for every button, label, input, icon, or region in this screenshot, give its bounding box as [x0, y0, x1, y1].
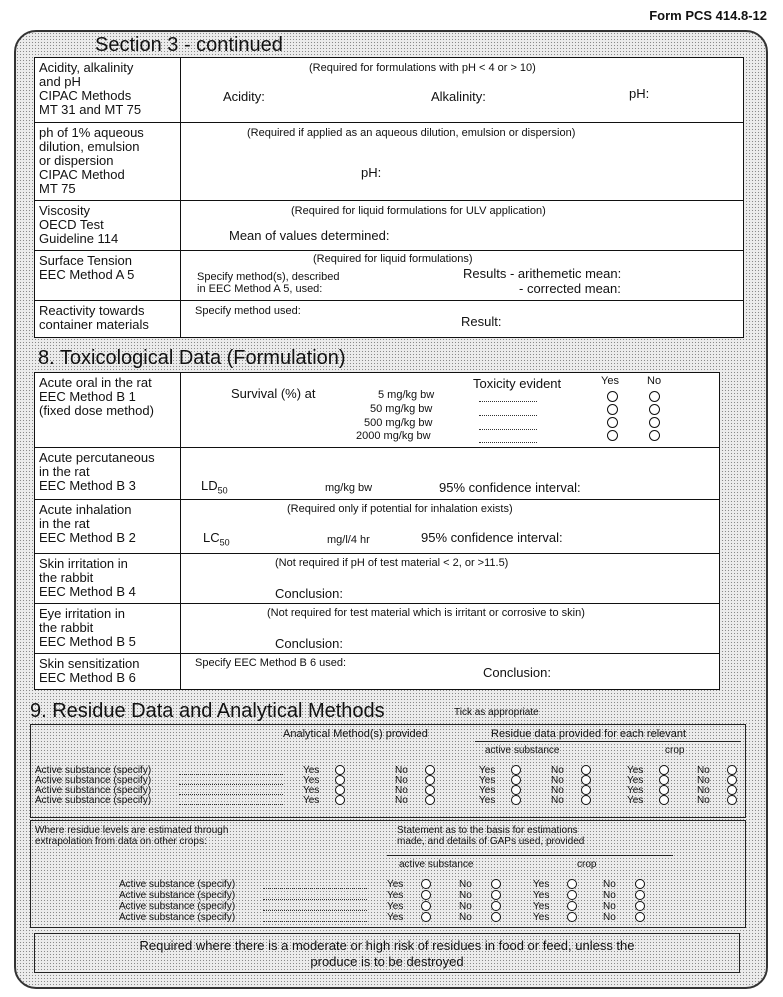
active-substance-input[interactable]	[179, 804, 283, 805]
skin-sensitization-conclusion[interactable]: Conclusion:	[483, 665, 551, 680]
skin-sensitization-label	[35, 654, 181, 690]
inhalation-ci[interactable]: 95% confidence interval:	[421, 530, 563, 545]
no-label: No	[697, 795, 710, 806]
no-label: No	[551, 775, 564, 786]
ph-aqueous-field[interactable]: pH:	[361, 165, 382, 180]
skin-sensitization-row	[35, 653, 719, 690]
label-line: MT 75	[39, 181, 76, 196]
alkalinity-field[interactable]: Alkalinity:	[431, 89, 486, 104]
active-substance-input[interactable]	[179, 794, 283, 795]
label-line: EEC Method B 1	[39, 389, 136, 404]
yes-radio[interactable]	[659, 765, 669, 775]
extrap-active-header: active substance	[399, 859, 474, 870]
ld-text: LD	[201, 478, 218, 493]
no-radio[interactable]	[649, 417, 660, 428]
dose-50-input[interactable]	[479, 415, 537, 416]
yes-label: Yes	[533, 890, 550, 901]
statement-rule	[387, 855, 673, 856]
eye-irritation-requirement: (Not required for test material which is irritant or corrosive to skin)	[267, 607, 585, 619]
yes-label: Yes	[533, 901, 550, 912]
yes-radio[interactable]	[421, 901, 431, 911]
active-substance-input[interactable]	[263, 910, 367, 911]
yes-radio[interactable]	[335, 795, 345, 805]
survival-label: Survival (%) at	[231, 386, 316, 401]
ph-aqueous-label	[35, 123, 181, 201]
reactivity-label	[35, 301, 181, 338]
yes-radio[interactable]	[335, 775, 345, 785]
yes-radio[interactable]	[567, 879, 577, 889]
no-radio[interactable]	[635, 912, 645, 922]
label-line: Acidity, alkalinity	[39, 60, 134, 75]
dose-5-input[interactable]	[479, 401, 537, 402]
yes-radio[interactable]	[607, 391, 618, 402]
no-radio[interactable]	[649, 391, 660, 402]
acute-inhalation-row	[35, 499, 719, 554]
label-line: EEC Method B 6	[39, 670, 136, 685]
yes-radio[interactable]	[659, 795, 669, 805]
eye-irritation-row	[35, 603, 719, 654]
text-line: Statement as to the basis for estimations	[397, 825, 578, 836]
percutaneous-ci[interactable]: 95% confidence interval:	[439, 480, 581, 495]
label-line: ph of 1% aqueous	[39, 125, 144, 140]
reactivity-row	[35, 300, 743, 338]
no-radio[interactable]	[581, 795, 591, 805]
lc-text: LC	[203, 530, 220, 545]
surface-tension-label	[35, 251, 181, 301]
label-line: EEC Method B 2	[39, 530, 136, 545]
no-radio[interactable]	[649, 430, 660, 441]
no-radio[interactable]	[425, 795, 435, 805]
label-line: MT 31 and MT 75	[39, 102, 142, 117]
yes-radio[interactable]	[511, 785, 521, 795]
yes-header: Yes	[601, 375, 619, 387]
no-radio[interactable]	[491, 879, 501, 889]
label-line: OECD Test	[39, 217, 104, 232]
active-substance-input[interactable]	[263, 888, 367, 889]
no-label: No	[697, 765, 710, 776]
active-substance-input[interactable]	[179, 774, 283, 775]
eye-irritation-label	[35, 604, 181, 654]
yes-label: Yes	[533, 912, 550, 923]
acute-inhalation-label	[35, 500, 181, 554]
skin-irritation-row	[35, 553, 719, 604]
analytical-header: Analytical Method(s) provided	[283, 728, 428, 740]
ph-aqueous-requirement: (Required if applied as an aqueous dilution, emulsion or dispersion)	[247, 127, 576, 139]
yes-label: Yes	[387, 879, 404, 890]
text-line: extrapolation from data on other crops:	[35, 836, 207, 847]
label-line: in the rat	[39, 464, 90, 479]
footer-line: produce is to be destroyed	[310, 954, 464, 969]
reactivity-result[interactable]: Result:	[461, 314, 502, 329]
label-line: Skin sensitization	[39, 656, 140, 671]
no-radio[interactable]	[425, 785, 435, 795]
no-radio[interactable]	[425, 765, 435, 775]
yes-label: Yes	[627, 795, 644, 806]
yes-radio[interactable]	[511, 795, 521, 805]
label-line: Surface Tension	[39, 253, 132, 268]
ld-sub: 50	[217, 485, 228, 496]
no-radio[interactable]	[581, 765, 591, 775]
yes-label: Yes	[479, 775, 496, 786]
yes-radio[interactable]	[607, 404, 618, 415]
no-label: No	[551, 765, 564, 776]
dose-500: 500 mg/kg bw	[364, 417, 433, 429]
label-line: EEC Method B 3	[39, 478, 136, 493]
no-label: No	[459, 890, 472, 901]
yes-label: Yes	[303, 775, 320, 786]
active-substance-label: Active substance (specify)	[119, 912, 236, 923]
acidity-field[interactable]: Acidity:	[223, 89, 265, 104]
section8-table	[34, 372, 720, 690]
acidity-requirement: (Required for formulations with pH < 4 or > 10)	[309, 62, 536, 74]
yes-label: Yes	[303, 765, 320, 776]
yes-radio[interactable]	[511, 775, 521, 785]
label-line: CIPAC Methods	[39, 88, 132, 103]
yes-label: Yes	[627, 765, 644, 776]
label-line: or dispersion	[39, 153, 114, 168]
yes-radio[interactable]	[335, 785, 345, 795]
yes-label: Yes	[479, 795, 496, 806]
acidity-row	[35, 58, 743, 122]
yes-label: Yes	[479, 785, 496, 796]
no-radio[interactable]	[727, 765, 737, 775]
dose-50: 50 mg/kg bw	[370, 403, 433, 415]
label-line: dilution, emulsion	[39, 139, 140, 154]
skin-irritation-label	[35, 554, 181, 604]
no-radio[interactable]	[727, 785, 737, 795]
no-label: No	[395, 775, 408, 786]
residue-header: Residue data provided for each relevant	[491, 728, 687, 740]
label-line: container materials	[39, 317, 149, 332]
residue-grid	[30, 724, 746, 818]
active-substance-label: Active substance (specify)	[35, 785, 152, 796]
surface-tension-requirement: (Required for liquid formulations)	[313, 253, 473, 265]
yes-radio[interactable]	[335, 765, 345, 775]
yes-radio[interactable]	[567, 901, 577, 911]
acute-percutaneous-row	[35, 447, 719, 500]
reactivity-specify[interactable]: Specify method used:	[195, 305, 301, 317]
active-substance-label: Active substance (specify)	[119, 890, 236, 901]
no-label: No	[603, 901, 616, 912]
ph-aqueous-row	[35, 122, 743, 201]
no-label: No	[603, 879, 616, 890]
ld50-unit: mg/kg bw	[325, 482, 373, 494]
label-line: Acute inhalation	[39, 502, 132, 517]
no-radio[interactable]	[491, 901, 501, 911]
specify-line: Specify method(s), described	[197, 271, 340, 283]
surface-tension-row	[35, 250, 743, 301]
acute-oral-label	[35, 373, 181, 447]
no-label: No	[459, 901, 472, 912]
yes-radio[interactable]	[607, 417, 618, 428]
extrap-crop-header: crop	[577, 859, 597, 870]
label-line: CIPAC Method	[39, 167, 125, 182]
label-line: Acute percutaneous	[39, 450, 155, 465]
yes-radio[interactable]	[421, 912, 431, 922]
footer-line: Required where there is a moderate or high risk of residues in food or feed, unless the	[139, 938, 635, 953]
no-radio[interactable]	[649, 404, 660, 415]
yes-radio[interactable]	[567, 912, 577, 922]
active-substance-label: Active substance (specify)	[35, 765, 152, 776]
label-line: Acute oral in the rat	[39, 375, 152, 390]
active-substance-input[interactable]	[263, 921, 367, 922]
no-label: No	[395, 765, 408, 776]
no-label: No	[551, 785, 564, 796]
no-radio[interactable]	[635, 901, 645, 911]
no-radio[interactable]	[635, 879, 645, 889]
no-radio[interactable]	[581, 775, 591, 785]
no-label: No	[551, 795, 564, 806]
active-substance-label: Active substance (specify)	[35, 795, 152, 806]
residue-header-rule	[475, 741, 741, 742]
no-label: No	[697, 775, 710, 786]
tick-note: Tick as appropriate	[454, 707, 539, 718]
yes-label: Yes	[387, 901, 404, 912]
statement-text	[397, 825, 584, 847]
no-label: No	[603, 890, 616, 901]
label-line: (fixed dose method)	[39, 403, 154, 418]
viscosity-mean-field[interactable]: Mean of values determined:	[229, 228, 390, 243]
label-line: in the rat	[39, 516, 90, 531]
section9-title: 9. Residue Data and Analytical Methods	[30, 700, 385, 722]
yes-label: Yes	[479, 765, 496, 776]
no-label: No	[459, 912, 472, 923]
dose-5: 5 mg/kg bw	[378, 389, 435, 401]
viscosity-requirement: (Required for liquid formulations for ULV application)	[291, 205, 546, 217]
active-substance-header: active substance	[485, 745, 560, 756]
label-line: Skin irritation in	[39, 556, 128, 571]
dose-500-input[interactable]	[479, 429, 537, 430]
toxicity-evident-label: Toxicity evident	[473, 376, 562, 391]
skin-sensitization-specify[interactable]: Specify EEC Method B 6 used:	[195, 657, 347, 669]
label-line: the rabbit	[39, 570, 94, 585]
no-header: No	[647, 375, 662, 387]
ld50-label	[201, 478, 228, 496]
no-label: No	[395, 785, 408, 796]
ph-field[interactable]: pH:	[629, 86, 650, 101]
active-substance-label: Active substance (specify)	[119, 901, 236, 912]
eye-irritation-conclusion[interactable]: Conclusion:	[275, 636, 343, 651]
label-line: Eye irritation in	[39, 606, 125, 621]
viscosity-label	[35, 201, 181, 251]
no-radio[interactable]	[491, 890, 501, 900]
yes-label: Yes	[627, 785, 644, 796]
no-radio[interactable]	[491, 912, 501, 922]
acidity-label	[35, 58, 181, 122]
label-line: EEC Method B 4	[39, 584, 136, 599]
label-line: Viscosity	[39, 203, 91, 218]
label-line: Reactivity towards	[39, 303, 145, 318]
no-label: No	[603, 912, 616, 923]
yes-label: Yes	[387, 912, 404, 923]
active-substance-label: Active substance (specify)	[35, 775, 152, 786]
specify-line: in EEC Method A 5, used:	[197, 283, 323, 295]
no-label: No	[459, 879, 472, 890]
yes-radio[interactable]	[607, 430, 618, 441]
active-substance-input[interactable]	[263, 899, 367, 900]
yes-label: Yes	[303, 795, 320, 806]
viscosity-row	[35, 200, 743, 251]
yes-radio[interactable]	[511, 765, 521, 775]
acute-oral-row	[35, 373, 719, 447]
surface-tension-corrected[interactable]: - corrected mean:	[519, 281, 621, 296]
label-line: and pH	[39, 74, 81, 89]
no-label: No	[697, 785, 710, 796]
yes-radio[interactable]	[659, 775, 669, 785]
footer-note	[34, 933, 740, 973]
surface-tension-results[interactable]: Results - arithemetic mean:	[463, 266, 622, 281]
lc-sub: 50	[219, 537, 230, 548]
inhalation-requirement: (Required only if potential for inhalation exists)	[287, 503, 513, 515]
no-radio[interactable]	[727, 775, 737, 785]
yes-radio[interactable]	[421, 890, 431, 900]
skin-irritation-requirement: (Not required if pH of test material < 2, or >11.5)	[275, 557, 509, 569]
text-line: Where residue levels are estimated through	[35, 825, 229, 836]
acute-percutaneous-label	[35, 448, 181, 500]
crop-header: crop	[665, 745, 685, 756]
no-radio[interactable]	[727, 795, 737, 805]
yes-radio[interactable]	[659, 785, 669, 795]
label-line: Guideline 114	[39, 231, 119, 246]
yes-label: Yes	[303, 785, 320, 796]
form-number: Form PCS 414.8-12	[649, 8, 767, 23]
dose-2000-input[interactable]	[479, 442, 537, 443]
skin-irritation-conclusion[interactable]: Conclusion:	[275, 586, 343, 601]
yes-label: Yes	[627, 775, 644, 786]
active-substance-label: Active substance (specify)	[119, 879, 236, 890]
label-line: the rabbit	[39, 620, 94, 635]
no-radio[interactable]	[635, 890, 645, 900]
section3-title: Section 3 - continued	[95, 34, 283, 56]
label-line: EEC Method B 5	[39, 634, 136, 649]
text-line: made, and details of GAPs used, provided	[397, 836, 585, 847]
no-radio[interactable]	[425, 775, 435, 785]
section3-table	[34, 57, 744, 338]
surface-tension-specify[interactable]	[197, 271, 339, 295]
no-radio[interactable]	[581, 785, 591, 795]
yes-radio[interactable]	[567, 890, 577, 900]
yes-radio[interactable]	[421, 879, 431, 889]
lc50-unit: mg/l/4 hr	[327, 534, 370, 546]
no-label: No	[395, 795, 408, 806]
yes-label: Yes	[387, 890, 404, 901]
lc50-label	[203, 530, 230, 548]
extrapolation-grid	[30, 820, 746, 928]
extrapolation-text	[35, 825, 228, 847]
yes-label: Yes	[533, 879, 550, 890]
active-substance-input[interactable]	[179, 784, 283, 785]
dose-2000: 2000 mg/kg bw	[356, 430, 431, 442]
label-line: EEC Method A 5	[39, 267, 135, 282]
section8-title: 8. Toxicological Data (Formulation)	[38, 347, 346, 369]
